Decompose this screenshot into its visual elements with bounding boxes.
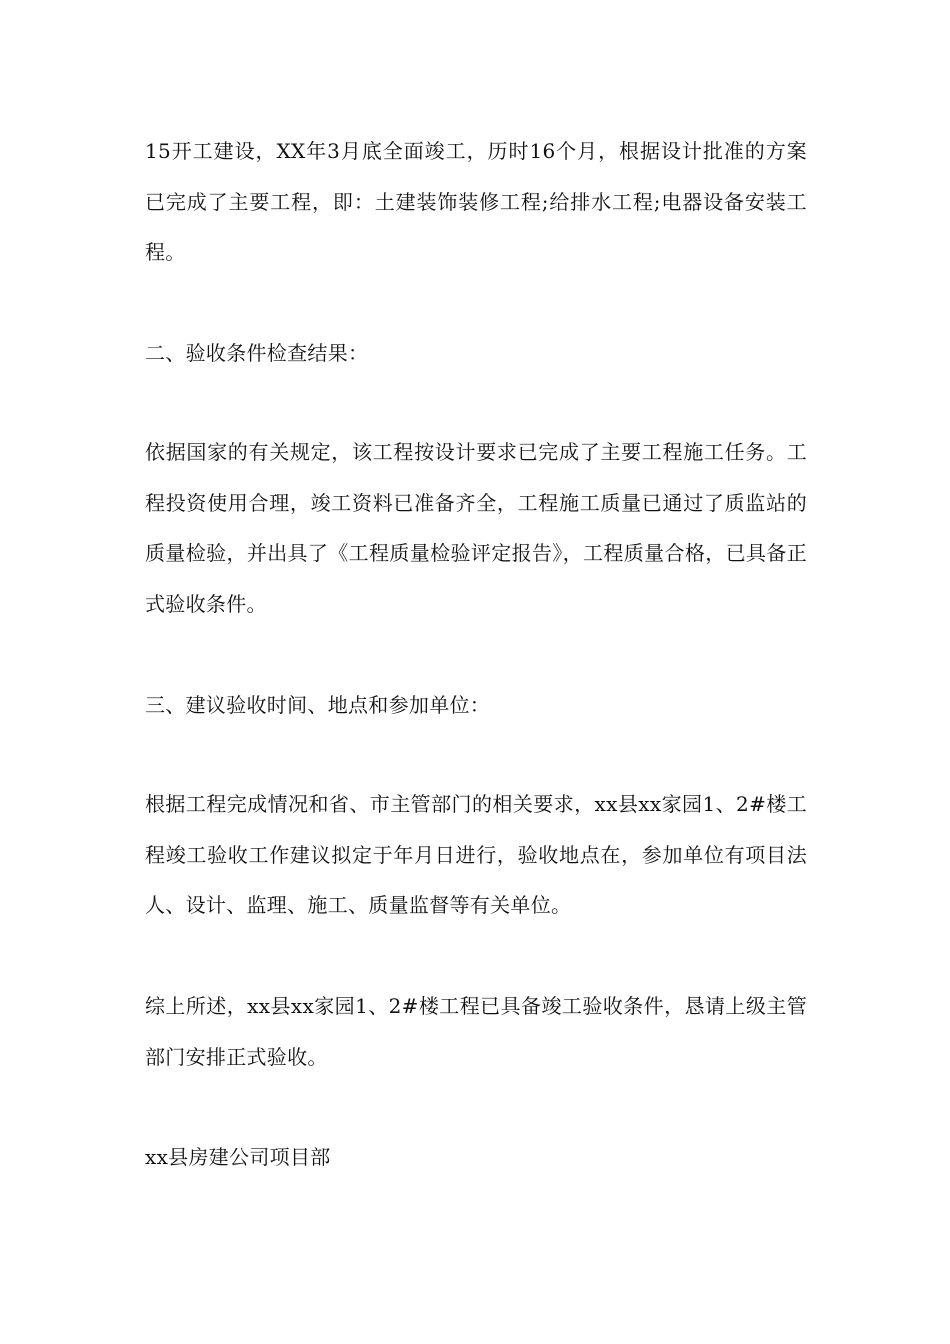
- paragraph-inspection-results: 依据国家的有关规定，该工程按设计要求已完成了主要工程施工任务。工程投资使用合理，竣工资料已准备齐全，工程施工质量已通过了质监站的质量检验，并出具了《工程质量检验评定报告》，工程质量合格，已具备正式验收条件。: [145, 440, 807, 616]
- paragraph-acceptance-proposal: 根据工程完成情况和省、市主管部门的相关要求，xx县xx家园1、2#楼工程竣工验收工作建议拟定于年月日进行，验收地点在，参加单位有项目法人、设计、监理、施工、质量监督等有关单位。: [145, 792, 807, 917]
- paragraph-conclusion: 综上所述，xx县xx家园1、2#楼工程已具备竣工验收条件，恳请上级主管部门安排正式验收。: [145, 994, 807, 1069]
- heading-acceptance-proposal: 三、建议验收时间、地点和参加单位：: [145, 693, 491, 717]
- signature-organization: xx县房建公司项目部: [145, 1145, 331, 1169]
- heading-inspection-results: 二、验收条件检查结果：: [145, 341, 369, 365]
- paragraph-project-summary: 15开工建设，XX年3月底全面竣工，历时16个月，根据设计批准的方案已完成了主要工程，即：土建装饰装修工程;给排水工程;电器设备安装工程。: [145, 139, 807, 264]
